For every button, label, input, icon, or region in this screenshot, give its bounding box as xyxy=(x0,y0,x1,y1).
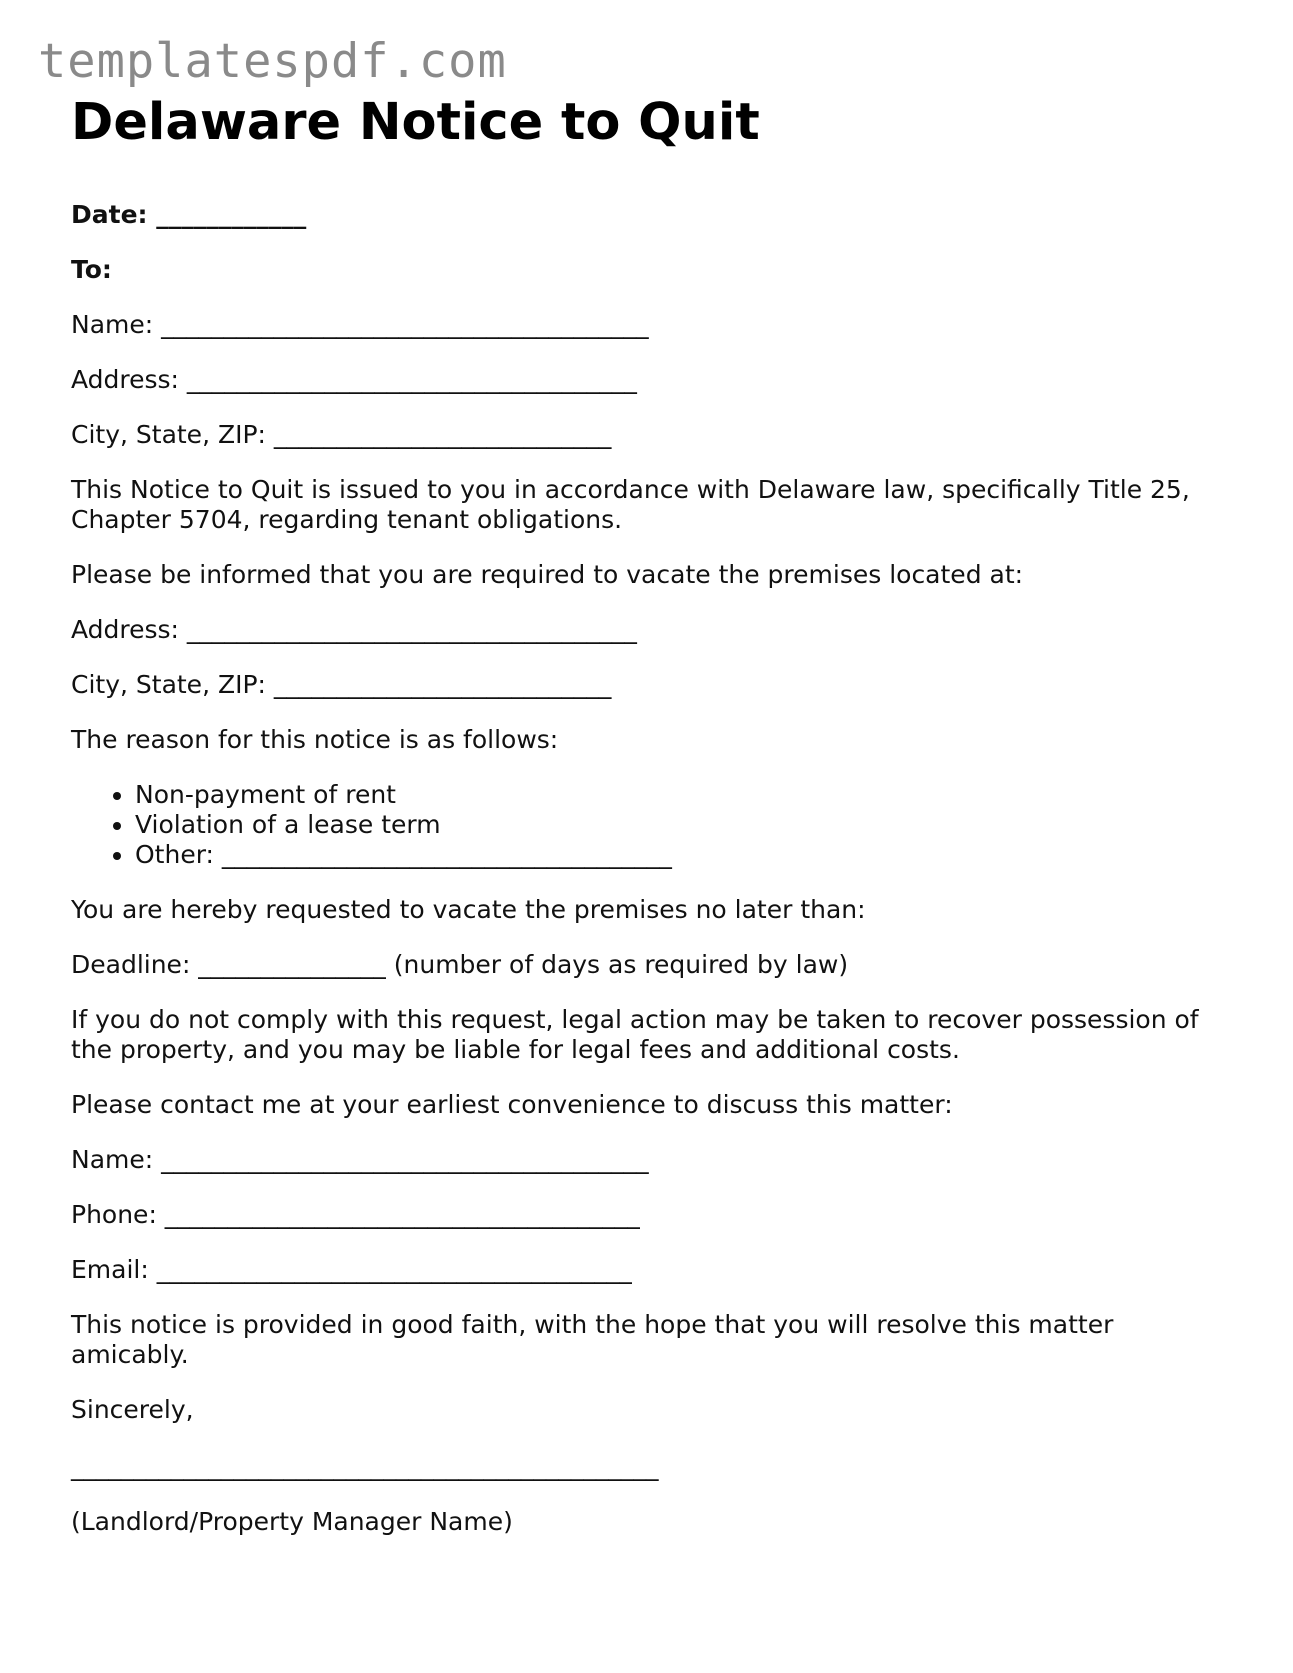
reason-item-nonpayment: • Non-payment of rent xyxy=(135,780,1231,810)
request-paragraph: You are hereby requested to vacate the premises no later than: xyxy=(71,895,866,924)
to-label: To: xyxy=(71,255,112,284)
recipient-address-field: Address: ____________________________________ xyxy=(71,365,637,394)
reason-intro: The reason for this notice is as follows: xyxy=(71,725,559,754)
good-faith-paragraph: This notice is provided in good faith, with the hope that you will resolve this matter amicably. xyxy=(71,1310,1114,1369)
reason-item-lease-violation: • Violation of a lease term xyxy=(135,810,1231,840)
watermark-text: templatespdf.com xyxy=(38,34,507,89)
reason-list xyxy=(71,780,1231,870)
contact-phone-field: Phone: ______________________________________ xyxy=(71,1200,640,1229)
contact-email-field: Email: ______________________________________ xyxy=(71,1255,632,1284)
recipient-city-state-zip-field: City, State, ZIP: ___________________________ xyxy=(71,420,612,449)
signature-caption: (Landlord/Property Manager Name) xyxy=(71,1507,513,1536)
signature-line: _______________________________________________ xyxy=(71,1452,659,1481)
vacate-paragraph: Please be informed that you are required to vacate the premises located at: xyxy=(71,560,1024,589)
premises-city-state-zip-field: City, State, ZIP: ___________________________ xyxy=(71,670,612,699)
closing-text: Sincerely, xyxy=(71,1395,194,1424)
premises-address-field: Address: ____________________________________ xyxy=(71,615,637,644)
deadline-field: Deadline: _______________ (number of days as required by law) xyxy=(71,950,849,979)
intro-paragraph: This Notice to Quit is issued to you in accordance with Delaware law, specifically Title 25, Chapter 5704, regarding tenant obligations. xyxy=(71,475,1190,534)
contact-name-field: Name: _______________________________________ xyxy=(71,1145,649,1174)
warning-paragraph: If you do not comply with this request, legal action may be taken to recover possession of the property, and you may be liable for legal fees and additional costs. xyxy=(71,1005,1199,1064)
recipient-name-field: Name: _______________________________________ xyxy=(71,310,649,339)
date-field: Date: ____________ xyxy=(71,200,307,229)
document-title: Delaware Notice to Quit xyxy=(71,93,760,152)
notice-document xyxy=(71,88,1231,1562)
reason-item-other: • Other: ____________________________________ xyxy=(135,840,1231,870)
contact-intro: Please contact me at your earliest convenience to discuss this matter: xyxy=(71,1090,953,1119)
